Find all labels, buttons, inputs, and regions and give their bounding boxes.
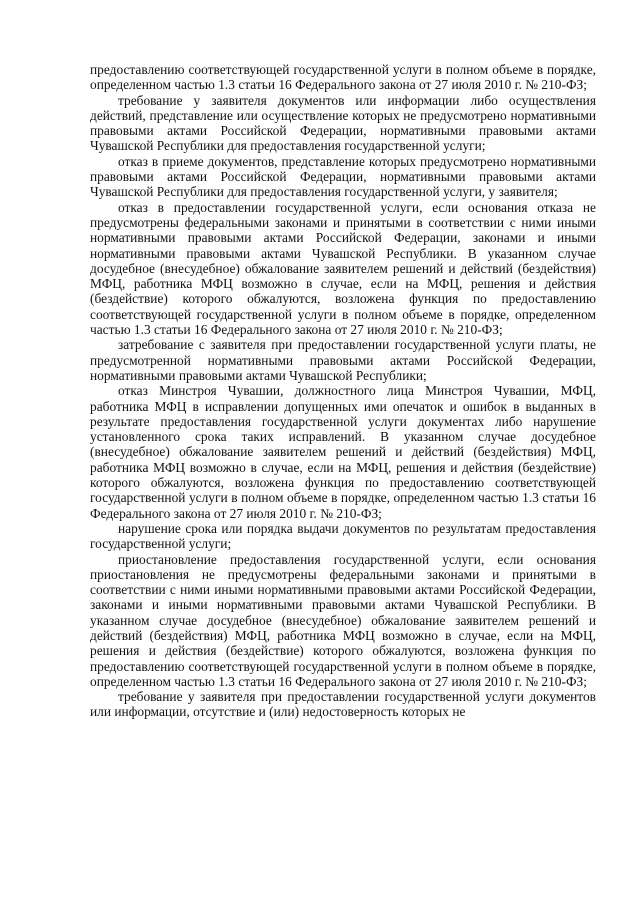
paragraph-suspension: приостановление предоставления государственной услуги, если основания приостановления не предусмотрены федеральными законами и принятыми в соответствии с ними иными нормативными правовыми актами Российской Федерации, законами и иными нормативными правовыми актами Чувашской Республики. В указанном случае досудебное (внесудебное) обжалование заявителем решений и действий (бездействия) МФЦ, работника МФЦ возможно в случае, если на МФЦ, решения и действия (бездействие) которого обжалуются, возложена функция по предоставлению соответствующей государственной услуги в полном объеме в порядке, определенном частью 1.3 статьи 16 Федерального закона от 27 июля 2010 г. № 210-ФЗ; [90, 551, 596, 689]
paragraph-deadline-violation: нарушение срока или порядка выдачи документов по результатам предоставления государственной услуги; [90, 520, 596, 552]
paragraph-document-absence: требование у заявителя при предоставлении государственной услуги документов или информации, отсутствие и (или) недостоверность которых не [90, 689, 596, 720]
paragraph-refusal-service: отказ в предоставлении государственной услуги, если основания отказа не предусмотрены федеральными законами и принятыми в соответствии с ними иными нормативными правовыми актами Российской Федерации, законами и иными нормативными правовыми актами Чувашской Республики. В указанном случае досудебное (внесудебное) обжалование заявителем решений и действий (бездействия) МФЦ, работника МФЦ возможно в случае, если на МФЦ, решения и действия (бездействие) которого обжалуются, возложена функция по предоставлению соответствующей государственной услуги в полном объеме в порядке, определенном частью 1.3 статьи 16 Федерального закона от 27 июля 2010 г. № 210-ФЗ; [90, 199, 596, 338]
paragraph-refusal-correction: отказ Минстроя Чувашии, должностного лица Минстроя Чувашии, МФЦ, работника МФЦ в исправлении допущенных ими опечаток и ошибок в выданных в результате предоставления государственной услуги документах либо нарушение установленного срока таких исправлений. В указанном случае досудебное (внесудебное) обжалование заявителем решений и действий (бездействия) МФЦ, работника МФЦ возможно в случае, если на МФЦ, решения и действия (бездействие) которого обжалуются, возложена функция по предоставлению соответствующей государственной услуги в полном объеме в порядке, определенном частью 1.3 статьи 16 Федерального закона от 27 июля 2010 г. № 210-ФЗ; [90, 383, 596, 521]
document-page [90, 62, 596, 720]
paragraph-fee-demand: затребование с заявителя при предоставлении государственной услуги платы, не предусмотренной нормативными правовыми актами Российской Федерации, нормативными правовыми актами Чувашской Республики; [90, 337, 596, 383]
paragraph-continuation: предоставлению соответствующей государственной услуги в полном объеме в порядке, определенном частью 1.3 статьи 16 Федерального закона от 27 июля 2010 г. № 210-ФЗ; [90, 62, 596, 93]
paragraph-document-requirement: требование у заявителя документов или информации либо осуществления действий, представление или осуществление которых не предусмотрено нормативными правовыми актами Российской Федерации, нормативными правовыми актами Чувашской Республики для предоставления государственной услуги; [90, 92, 596, 154]
paragraph-refusal-acceptance: отказ в приеме документов, представление которых предусмотрено нормативными правовыми актами Российской Федерации, нормативными правовыми актами Чувашской Республики для предоставления государственной услуги, у заявителя; [90, 153, 596, 200]
